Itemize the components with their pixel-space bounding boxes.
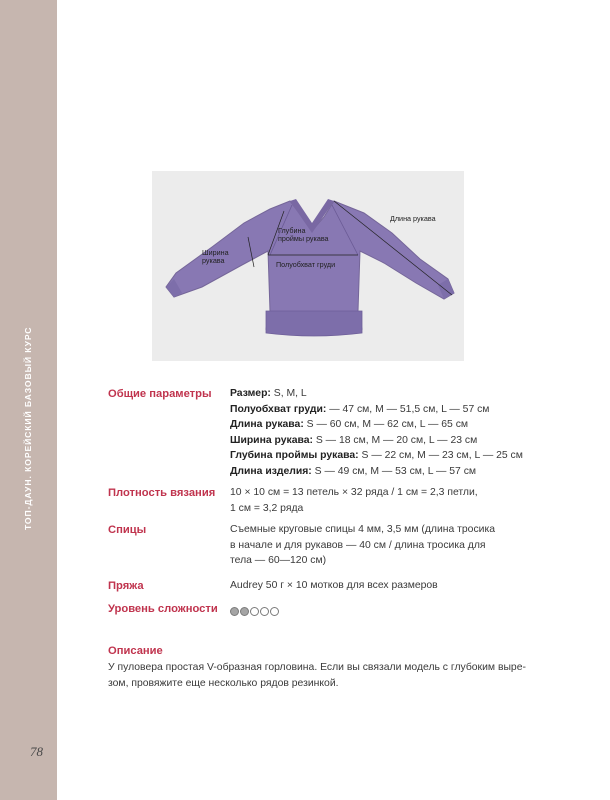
difficulty-dot	[240, 607, 249, 616]
description-text	[108, 660, 526, 691]
yarn-value: Audrey 50 г × 10 мотков для всех размеров	[230, 580, 438, 591]
param-bust: Полуобхват груди: — 47 см, M — 51,5 см, L — 57 см	[230, 403, 490, 415]
page-number: 78	[30, 744, 43, 759]
params-values	[230, 386, 523, 480]
param-sleeve-length: Длина рукава: S — 60 см, M — 62 см, L — 65 см	[230, 419, 469, 431]
label-sleeve-width-1: Ширина	[202, 248, 229, 257]
needles-values	[230, 522, 495, 569]
gauge-line-1: 10 × 10 см = 13 петель × 32 ряда / 1 см = 2,3 петли,	[230, 487, 478, 498]
param-armhole: Глубина проймы рукава: S — 22 см, M — 23 см, L — 25 см	[230, 450, 523, 462]
sweater-bottom-rib	[266, 311, 362, 336]
gauge-values	[230, 485, 478, 516]
label-sleeve-length: Длина рукава	[390, 214, 436, 223]
difficulty-dot	[260, 607, 269, 616]
gauge-label: Плотность вязания	[108, 487, 216, 499]
difficulty-label: Уровень сложности	[108, 603, 218, 615]
chapter-title-text: ТОП-ДАУН. КОРЕЙСКИЙ БАЗОВЫЙ КУРС	[23, 326, 33, 530]
needles-line-2: в начале и для рукавов — 40 см / длина тросика для	[230, 539, 486, 551]
difficulty-dot	[270, 607, 279, 616]
description-line-2: зом, провяжите еще несколько рядов резинкой.	[108, 677, 339, 689]
gauge-line-2: 1 см = 3,2 ряда	[230, 502, 304, 514]
difficulty-dot	[230, 607, 239, 616]
needles-label: Спицы	[108, 524, 147, 536]
label-armhole-1: Глубина	[278, 226, 306, 235]
needles-line-1: Съемные круговые спицы 4 мм, 3,5 мм (длина тросика	[230, 524, 496, 535]
param-size: Размер: S, M, L	[230, 388, 307, 399]
param-length: Длина изделия: S — 49 см, M — 53 см, L — 57 см	[230, 465, 477, 477]
label-half-bust: Полуобхват груди	[276, 260, 336, 269]
needles-line-3: тела — 60—120 см)	[230, 555, 327, 567]
difficulty-rating	[230, 603, 280, 613]
description-line-1: У пуловера простая V-образная горловина. Если вы связали модель с глубоким выре-	[108, 662, 526, 673]
description-title: Описание	[108, 645, 163, 657]
params-label: Общие параметры	[108, 388, 212, 400]
yarn-label: Пряжа	[108, 580, 144, 592]
label-armhole-2: проймы рукава	[278, 234, 329, 243]
difficulty-dot	[250, 607, 259, 616]
chapter-title	[23, 300, 38, 600]
sweater-drawing	[152, 171, 464, 361]
param-sleeve-width: Ширина рукава: S — 18 см, M — 20 см, L — 23 см	[230, 434, 478, 446]
label-sleeve-width-2: рукава	[202, 256, 225, 265]
sweater-photo	[152, 171, 464, 361]
